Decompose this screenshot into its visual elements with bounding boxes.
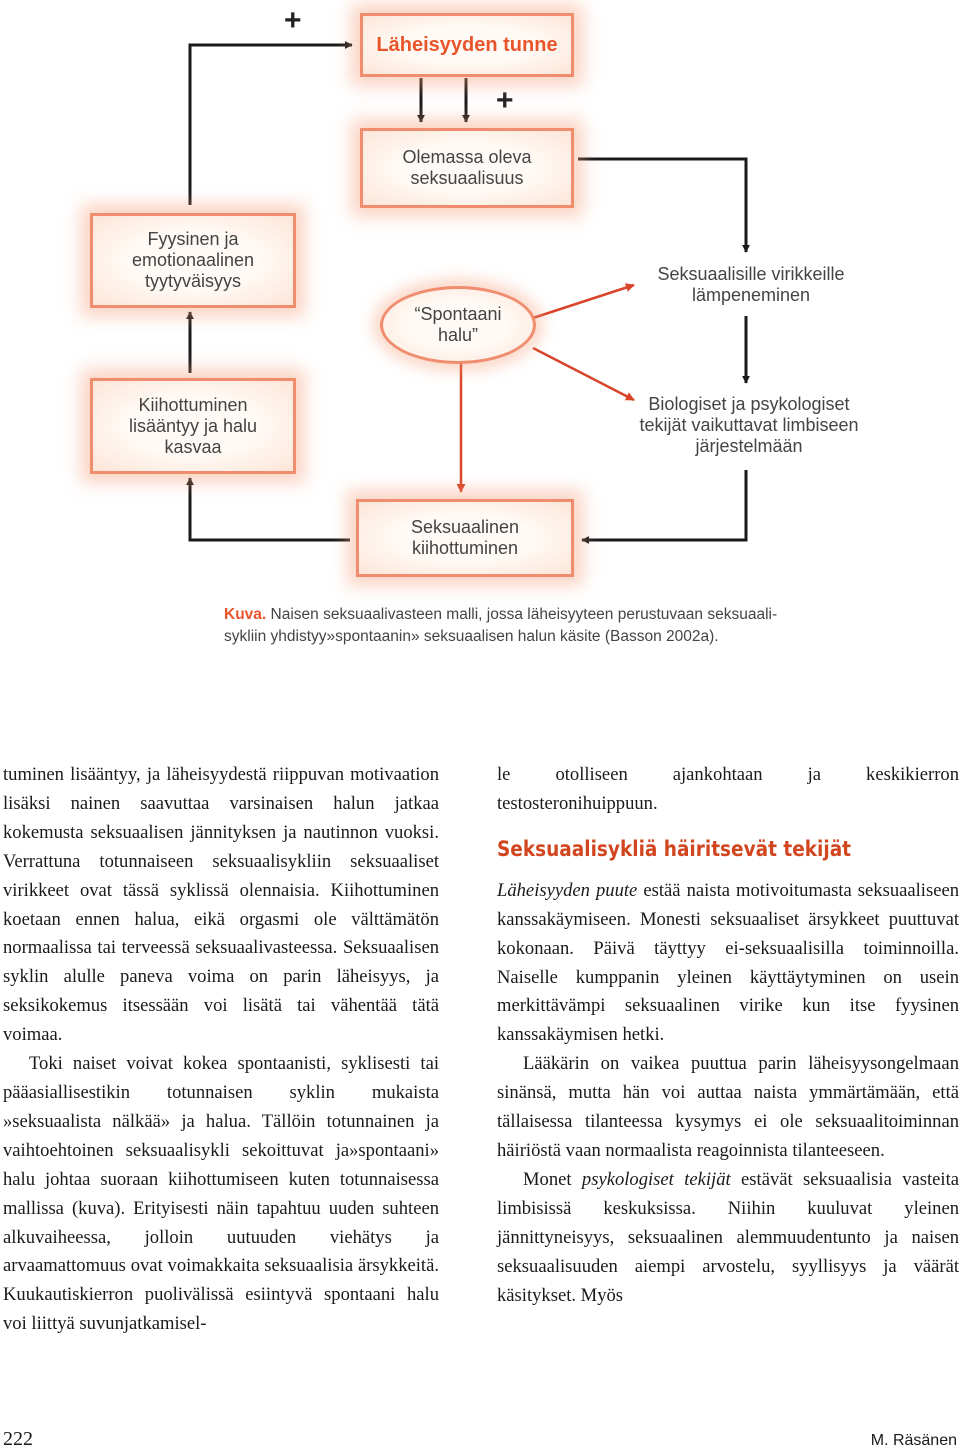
left-column xyxy=(3,761,439,1339)
caption-line-1: Naisen seksuaalivasteen malli, jossa läheisyyteen perustuvaan seksuaali- xyxy=(266,606,778,623)
page-number: 222 xyxy=(3,1428,33,1450)
spontaneous-line-2: halu” xyxy=(437,325,478,345)
satisfaction-line-1: Fyysinen ja xyxy=(147,229,239,249)
right-paragraph-3 xyxy=(497,1166,959,1311)
biological-line-1: Biologiset ja psykologiset xyxy=(648,393,850,414)
existing-line-2: seksuaalisuus xyxy=(410,168,524,188)
sexual-arousal-box xyxy=(356,499,574,577)
author-name: M. Räsänen xyxy=(870,1432,957,1449)
left-paragraph-1: tuminen lisääntyy, ja läheisyydestä riippuvan motivaation lisäksi nainen saavuttaa varsinaisen halun jatkaa kokemusta seksuaalisen jännityksen ja nautinnon vuoksi. Verrattuna totunnaiseen seksuaalisykliin seksuaaliset virikkeet ovat tässä syklissä olennaisia. Kiihottuminen koetaan ennen halua, eikä orgasmi ole välttämätön normaalissa tai terveessä seksuaalivasteessa. Seksuaalisen syklin alulle paneva voima on parin läheisyys, ja seksikokemus itsessään voi lisätä tai vähentää tätä voimaa. xyxy=(3,764,439,1046)
satisfaction-line-2: emotionaalinen xyxy=(131,250,255,270)
biological-line-3: järjestelmään xyxy=(695,435,803,456)
closeness-feeling-box xyxy=(360,13,574,77)
satisfaction-line-3: tyytyväisyys xyxy=(144,271,241,291)
sexual-arousal-line-2: kiihottuminen xyxy=(411,538,519,558)
satisfaction-box xyxy=(90,213,296,308)
caption-label: Kuva. xyxy=(224,606,267,623)
spontaneous-desire-ellipse xyxy=(380,286,536,364)
existing-line-1: Olemassa oleva xyxy=(402,147,532,167)
spontaneous-line-1: “Spontaani xyxy=(414,304,502,324)
arousal-grows-line-2: lisääntyy ja halu xyxy=(128,415,258,436)
warming-text xyxy=(636,260,866,310)
left-paragraph-2: Toki naiset voivat kokea spontaanisti, syklisesti tai pääasiallisestikin totunnaisen syklin mukaista »seksuaalista nälkää» ja halua. Tällöin totunnainen ja vaihtoehtoinen seksuaalisykli sekoittuvat ja»spontaani» halu johtaa suoraan kiihottumiseen kuten totunnaisessa mallissa (kuva). Erityisesti näin tapahtuu uuden suhteen alkuvaiheessa, jolloin uutuuden viehätys ja arvaamattomuus ovat voimakkaita seksuaalisia ärsykkeitä. Kuukautiskierron puolivälissä esiintyvä spontaani halu voi liittyä suvunjatkamisel- xyxy=(3,1053,439,1335)
arousal-grows-line-3: kasvaa xyxy=(164,436,222,457)
closeness-feeling-label: Läheisyyden tunne xyxy=(376,33,558,56)
section-heading: Seksuaalisykliä häiritsevät tekijät xyxy=(497,836,852,861)
right-paragraph-1-emphasis: Läheisyyden puute xyxy=(497,879,638,901)
arrow-existing-to-warming xyxy=(578,159,746,252)
figure-caption xyxy=(224,604,784,648)
sexual-arousal-line-1: Seksuaalinen xyxy=(410,517,520,537)
arousal-grows-line-1: Kiihottuminen xyxy=(138,394,248,415)
existing-sexuality-box xyxy=(360,128,574,208)
plus-sign-middle: + xyxy=(496,84,514,117)
biological-factors-text xyxy=(616,390,882,460)
biological-line-2: tekijät vaikuttavat limbiseen xyxy=(639,414,859,435)
plus-sign-top: + xyxy=(284,4,302,37)
warming-line-2: lämpeneminen xyxy=(691,285,811,305)
arousal-grows-box xyxy=(90,378,296,474)
arrow-spontaneous-to-warming xyxy=(533,285,634,318)
right-paragraph-1 xyxy=(497,877,959,1050)
right-paragraph-3-text: estävät seksuaalisia vasteita limbisissä keskuksissa. Niihin kuuluvat yleinen jännittyneisyys, seksuaalinen alemmuudentunto ja naisen seksuaalisuuden aiempi arvostelu, syyllisyys ja väärät käsitykset. Myös xyxy=(497,1168,959,1306)
arrow-biological-to-arousal xyxy=(582,470,746,540)
warming-line-1: Seksuaalisille virikkeille xyxy=(657,264,845,284)
right-paragraph-0: le otolliseen ajankohtaan ja keskikierron testosteronihuippuun. xyxy=(497,764,959,814)
caption-line-2: sykliin yhdistyy»spontaanin» seksuaalisen halun käsite (Basson 2002a). xyxy=(224,628,719,645)
right-paragraph-1-text: estää naista motivoitumasta seksuaaliseen kanssakäymiseen. Monesti seksuaaliset ärsykkeet puuttuvat kokonaan. Päivä täyttyy ei-seksuaalisilla toiminnoilla. Naiselle kumppanin yleinen käyttäytyminen on usein merkittävämpi seksuaalinen virike kun itse fyysinen kanssakäymisen hetki. xyxy=(497,879,959,1046)
right-column xyxy=(497,761,959,1310)
arrow-arousal-to-arousal-grows xyxy=(190,478,350,540)
right-paragraph-2: Lääkärin on vaikea puuttua parin läheisyysongelmaan sinänsä, mutta hän voi auttaa naista ymmärtämään, että tällaisessa tilanteessa kysymys ei ole seksuaalitoiminnan häiriöstä vaan normaalista reagoinnista tilanteeseen. xyxy=(497,1053,959,1161)
right-paragraph-3-lead: Monet xyxy=(523,1168,582,1190)
right-paragraph-3-emphasis: psykologiset tekijät xyxy=(581,1168,731,1190)
arrow-satisfaction-to-closeness xyxy=(190,45,352,205)
